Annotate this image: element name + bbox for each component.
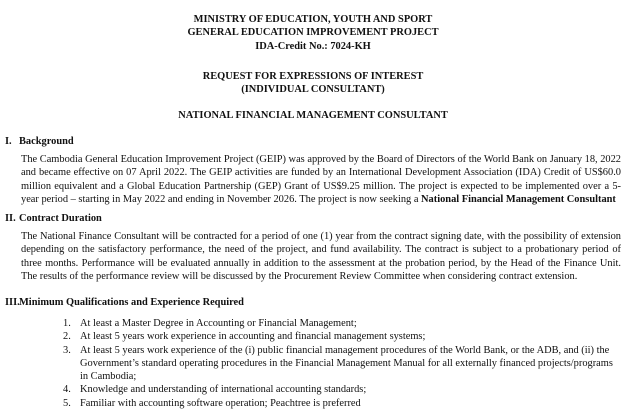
list-item: 1. At least a Master Degree in Accounting or Financial Management;: [63, 318, 357, 329]
list-item: 3. At least 5 years work experience of the (i) public financial management procedures of the World Bank, or the ADB, and (ii) the Government’s standard operating procedures in the Financial Management Manual for all externally financed projects/programs in Cambodia;: [63, 344, 613, 383]
request-title: REQUEST FOR EXPRESSIONS OF INTEREST: [202, 71, 424, 82]
section-heading-background: [5, 135, 74, 148]
ministry-header: [0, 13, 626, 53]
section-number: I.: [5, 136, 12, 147]
qualifications-list: [63, 317, 623, 410]
section-heading-duration: [5, 212, 102, 225]
list-item: 4. Knowledge and understanding of international accounting standards;: [63, 384, 367, 396]
credit-number: IDA-Credit No.: 7024-KH: [255, 40, 371, 52]
position-title: NATIONAL FINANCIAL MANAGEMENT CONSULTANT: [178, 110, 448, 121]
list-item: 5. Familiar with accounting software operation; Peachtree is preferred: [63, 397, 361, 409]
section-heading-qualifications: [5, 296, 244, 309]
duration-paragraph: [21, 230, 621, 283]
consultant-title-emphasis: National Financial Management Consultant: [421, 193, 616, 205]
section-number: III.: [5, 297, 20, 308]
project-name: GENERAL EDUCATION IMPROVEMENT PROJECT: [187, 27, 439, 39]
section-number: II.: [5, 213, 16, 224]
list-item: 2. At least 5 years work experience in accounting and financial management systems;: [63, 331, 426, 343]
request-subtitle: (INDIVIDUAL CONSULTANT): [241, 84, 385, 96]
background-paragraph: [21, 153, 621, 206]
section-title: Contract Duration: [19, 213, 102, 224]
ministry-name: MINISTRY OF EDUCATION, YOUTH AND SPORT: [193, 14, 433, 25]
background-text: The Cambodia General Education Improvement Project (GEIP) was approved by the Board of Directors of the World Bank on January 18, 2022 and became effective on 07 April 2022. The GEIP activities are funded by an International Development Association (IDA) Credit of US$60.0 million equivalent and a Global Education Partnership (GEP) Grant of US$9.25 million. The project is expected to be implemented over a 5-year period – starting in May 2022 and ending in November 2026. The project is now seeking a: [21, 154, 621, 205]
duration-text: The National Finance Consultant will be contracted for a period of one (1) year from the contract signing date, with the possibility of extension depending on the satisfactory performance, the need of the project, and fund availability. The contract is subject to a probationary period of three months. Performance will be evaluated annually in addition to the assessment at the probation period, by the Head of the Finance Unit. The results of the performance review will be discussed by the Procurement Review Committee when considering contract extension.: [21, 231, 621, 282]
section-title: Background: [19, 136, 74, 147]
request-heading: [0, 70, 626, 97]
section-title: Minimum Qualifications and Experience Required: [19, 297, 244, 308]
